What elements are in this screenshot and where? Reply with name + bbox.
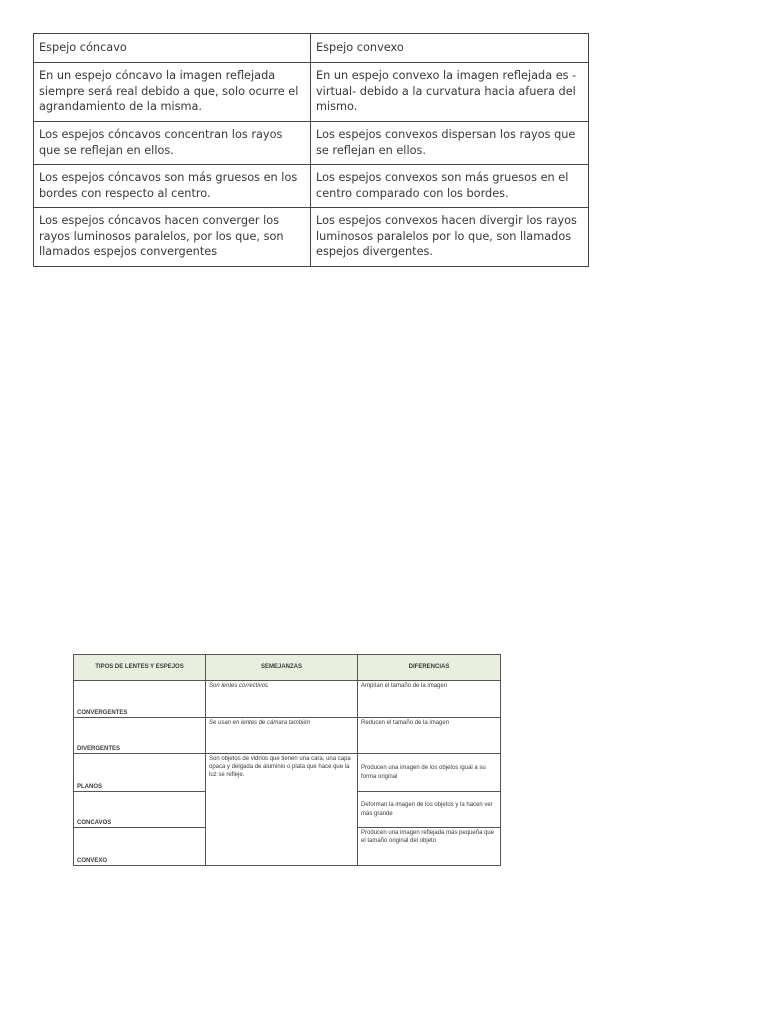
type-convergentes: CONVERGENTES	[74, 681, 206, 718]
table-cell: En un espejo convexo la imagen reflejada es -virtual- debido a la curvatura hacia afuera del mismo.	[311, 63, 589, 122]
table-row	[74, 681, 501, 718]
type-concavos: CONCAVOS	[74, 792, 206, 828]
table-cell: Los espejos convexos son más gruesos en el centro comparado con los bordes.	[311, 165, 589, 208]
mirror-comparison-table	[33, 33, 589, 267]
header-similarities: SEMEJANZAS	[206, 655, 358, 681]
header-convex: Espejo convexo	[311, 34, 589, 63]
header-concave: Espejo cóncavo	[34, 34, 311, 63]
table-row	[74, 718, 501, 754]
lens-types-table	[73, 654, 501, 866]
table-row	[34, 208, 589, 267]
table-cell: Los espejos cóncavos concentran los rayos que se reflejan en ellos.	[34, 122, 311, 165]
table-row	[34, 122, 589, 165]
table-cell: Los espejos cóncavos hacen converger los rayos luminosos paralelos, por los que, son llamados espejos convergentes	[34, 208, 311, 267]
similarity-cell: Son lentes correctivos	[206, 681, 358, 718]
table-cell: Los espejos convexos dispersan los rayos que se reflejan en ellos.	[311, 122, 589, 165]
table-row	[74, 754, 501, 792]
type-divergentes: DIVERGENTES	[74, 718, 206, 754]
difference-cell: Amplían el tamaño de la imagen	[358, 681, 501, 718]
similarity-cell: Son objetos de vidrios que tienen una cara, una capa opaca y delgada de aluminio o plata que hace que la luz se refleje.	[206, 754, 358, 866]
type-convexo: CONVEXO	[74, 828, 206, 866]
type-planos: PLANOS	[74, 754, 206, 792]
table-cell: Los espejos cóncavos son más gruesos en los bordes con respecto al centro.	[34, 165, 311, 208]
difference-cell: Reducen el tamaño de la imagen	[358, 718, 501, 754]
header-types: TIPOS DE LENTES Y ESPEJOS	[74, 655, 206, 681]
table-cell: En un espejo cóncavo la imagen reflejada siempre será real debido a que, solo ocurre el agrandamiento de la misma.	[34, 63, 311, 122]
difference-cell: Producen una imagen reflejada más pequeña que el tamaño original del objeto	[358, 828, 501, 866]
difference-cell: Producen una imagen de los objetos igual a su forma original	[358, 754, 501, 792]
table-row	[34, 165, 589, 208]
similarity-cell	[206, 718, 358, 754]
table-header-row	[34, 34, 589, 63]
header-differences: DIFERENCIAS	[358, 655, 501, 681]
table-cell: Los espejos convexos hacen divergir los rayos luminosos paralelos por lo que, son llamados espejos divergentes.	[311, 208, 589, 267]
difference-cell: Deforman la imagen de los objetos y la hacen ver más grande	[358, 792, 501, 828]
table-row	[34, 63, 589, 122]
similarity-text: Se usan en lentes de cámara también	[209, 720, 311, 726]
table-header-row	[74, 655, 501, 681]
